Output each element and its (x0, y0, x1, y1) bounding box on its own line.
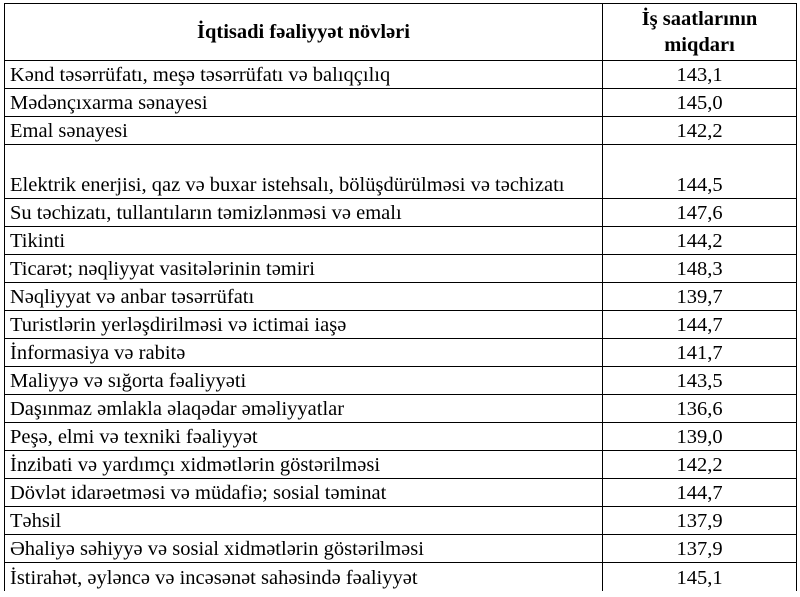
activity-cell: Su təchizatı, tullantıların təmizlənməsi və emalı (5, 199, 603, 227)
table-row (5, 255, 797, 283)
hours-header-line-2: miqdarı (664, 34, 735, 56)
table-row (5, 507, 797, 535)
table-row (5, 479, 797, 507)
hours-cell: 136,6 (603, 395, 797, 423)
activity-cell: Əhaliyə səhiyyə və sosial xidmətlərin göstərilməsi (5, 535, 603, 563)
table-row (5, 311, 797, 339)
hours-cell: 142,2 (603, 451, 797, 479)
activity-cell: Turistlərin yerləşdirilməsi və ictimai iaşə (5, 311, 603, 339)
activity-cell: Mədənçıxarma sənayesi (5, 89, 603, 117)
hours-header-line-1: İş saatlarının (641, 8, 758, 30)
activity-cell: Peşə, elmi və texniki fəaliyyət (5, 423, 603, 451)
work-hours-table (4, 3, 797, 591)
hours-cell: 143,1 (603, 61, 797, 89)
activity-cell: Emal sənayesi (5, 117, 603, 145)
hours-column-header (603, 4, 797, 61)
activity-cell: İstirahət, əyləncə və incəsənət sahəsində fəaliyyət (5, 563, 603, 591)
table-row (5, 395, 797, 423)
activity-cell: İnzibati və yardımçı xidmətlərin göstərilməsi (5, 451, 603, 479)
activity-cell: Elektrik enerjisi, qaz və buxar istehsalı, bölüşdürülməsi və təchizatı (5, 145, 603, 199)
hours-cell: 137,9 (603, 507, 797, 535)
hours-cell: 144,7 (603, 479, 797, 507)
activity-column-header: İqtisadi fəaliyyət növləri (5, 4, 603, 61)
table-row (5, 423, 797, 451)
table-row (5, 367, 797, 395)
activity-cell: Təhsil (5, 507, 603, 535)
activity-cell: İnformasiya və rabitə (5, 339, 603, 367)
table-row (5, 89, 797, 117)
hours-cell: 139,7 (603, 283, 797, 311)
activity-cell: Ticarət; nəqliyyat vasitələrinin təmiri (5, 255, 603, 283)
table-row (5, 563, 797, 591)
hours-cell: 144,2 (603, 227, 797, 255)
hours-cell: 147,6 (603, 199, 797, 227)
table-row (5, 227, 797, 255)
hours-cell: 148,3 (603, 255, 797, 283)
table-row (5, 535, 797, 563)
activity-cell: Dövlət idarəetməsi və müdafiə; sosial təminat (5, 479, 603, 507)
table-row (5, 117, 797, 145)
hours-cell: 144,7 (603, 311, 797, 339)
hours-cell: 143,5 (603, 367, 797, 395)
table-row (5, 283, 797, 311)
hours-cell: 141,7 (603, 339, 797, 367)
activity-cell: Nəqliyyat və anbar təsərrüfatı (5, 283, 603, 311)
table-row (5, 199, 797, 227)
activity-cell: Maliyyə və sığorta fəaliyyəti (5, 367, 603, 395)
table-row (5, 145, 797, 199)
hours-cell: 145,1 (603, 563, 797, 591)
activity-cell: Tikinti (5, 227, 603, 255)
hours-cell: 144,5 (603, 145, 797, 199)
table-row (5, 339, 797, 367)
hours-cell: 145,0 (603, 89, 797, 117)
activity-cell: Kənd təsərrüfatı, meşə təsərrüfatı və balıqçılıq (5, 61, 603, 89)
activity-cell: Daşınmaz əmlakla əlaqədar əməliyyatlar (5, 395, 603, 423)
table-row (5, 451, 797, 479)
table-header-row (5, 4, 797, 61)
hours-cell: 137,9 (603, 535, 797, 563)
table-row (5, 61, 797, 89)
hours-cell: 142,2 (603, 117, 797, 145)
hours-cell: 139,0 (603, 423, 797, 451)
